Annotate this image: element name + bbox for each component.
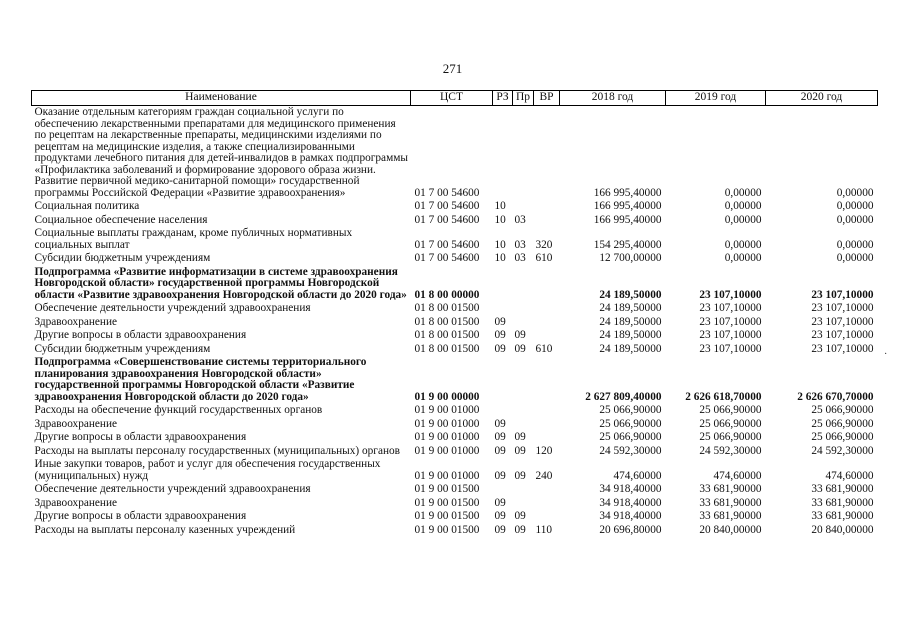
cell-2020: 0,00000 [836, 200, 874, 212]
cell-pr [513, 483, 534, 497]
cell-rz: 10 [494, 252, 506, 264]
cell-name: Социальная политика [34, 200, 140, 212]
cell-2019: 20 840,00000 [699, 523, 762, 536]
cell-2019: 25 066,90000 [699, 404, 762, 416]
cell-name: Иные закупки товаров, работ и услуг для обеспечения государственных (муниципальных) нужд [34, 458, 381, 482]
cell-vr [534, 316, 560, 330]
cell-rz: 09 [494, 444, 506, 457]
cell-2018: 25 066,90000 [599, 417, 662, 430]
cell-name: Обеспечение деятельности учреждений здравоохранения [34, 302, 311, 314]
table-row [32, 458, 878, 483]
cell-name: Другие вопросы в области здравоохранения [34, 510, 247, 522]
cell-cst: 01 9 00 01000 [414, 431, 480, 443]
cell-2018: 154 295,40000 [593, 238, 662, 251]
cell-2020: 33 681,90000 [811, 496, 874, 509]
header-cst: ЦСТ [411, 91, 493, 106]
cell-name: Расходы на выплаты персоналу государственных (муниципальных) органов [34, 444, 400, 457]
cell-2019: 0,00000 [724, 186, 762, 199]
cell-rz: 10 [494, 200, 506, 212]
cell-pr: 09 [514, 444, 526, 457]
cell-2019: 25 066,90000 [699, 417, 762, 430]
cell-vr [534, 431, 560, 445]
cell-rz: 09 [494, 523, 506, 536]
cell-cst: 01 7 00 54600 [414, 186, 480, 199]
cell-pr [513, 302, 534, 316]
cell-name: Социальные выплаты гражданам, кроме публичных нормативных социальных выплат [34, 227, 353, 251]
cell-vr [534, 418, 560, 432]
cell-2018: 166 995,40000 [593, 200, 662, 212]
cell-2018: 34 918,40000 [599, 510, 662, 522]
cell-cst: 01 7 00 54600 [414, 252, 480, 264]
cell-2019: 23 107,10000 [699, 315, 762, 328]
cell-cst: 01 7 00 54600 [414, 200, 480, 212]
header-2018: 2018 год [560, 91, 666, 106]
cell-2019: 24 592,30000 [699, 444, 762, 457]
cell-cst: 01 8 00 00000 [414, 288, 480, 301]
cell-cst: 01 9 00 01500 [414, 483, 480, 495]
cell-vr: 120 [535, 444, 553, 457]
cell-rz: 09 [494, 469, 506, 482]
cell-name: Социальное обеспечение населения [34, 213, 208, 226]
cell-rz: 10 [494, 213, 506, 226]
cell-2019: 474,60000 [713, 469, 762, 482]
table-row [32, 329, 878, 343]
cell-2020: 2 626 670,70000 [797, 390, 874, 403]
cell-pr [513, 106, 534, 201]
cell-vr: 610 [535, 342, 553, 355]
cell-rz [493, 266, 513, 303]
cell-2019: 33 681,90000 [699, 510, 762, 522]
cell-2020: 24 592,30000 [811, 444, 874, 457]
cell-2020: 23 107,10000 [811, 342, 874, 355]
cell-cst: 01 8 00 01500 [414, 302, 480, 314]
header-vr: ВР [534, 91, 560, 106]
cell-rz: 09 [494, 496, 506, 509]
cell-2018: 20 696,80000 [599, 523, 662, 536]
cell-pr: 09 [514, 510, 526, 522]
cell-2020: 23 107,10000 [811, 302, 874, 314]
cell-pr [513, 497, 534, 511]
cell-vr [534, 200, 560, 214]
cell-name: Расходы на обеспечение функций государственных органов [34, 404, 323, 416]
cell-name: Оказание отдельным категориям граждан социальной услуги по обеспечению лекарственными препаратами для медицинского применения по рецептам на лекарственные препараты, медицинскими изделиями по рецептам на медицинские изделия, а также специализированными продуктами лечебного питания для детей-инвалидов в рамках подпрограммы «Профилактика заболеваний и формирование здорового образа жизни. Развитие первичной медико-санитарной помощи» государственной программы Российской Федерации «Развитие здравоохранения» [34, 106, 408, 199]
cell-cst: 01 7 00 54600 [414, 238, 480, 251]
cell-pr: 03 [514, 213, 526, 226]
cell-pr: 09 [514, 431, 526, 443]
cell-2019: 25 066,90000 [699, 431, 762, 443]
cell-2019: 0,00000 [724, 200, 762, 212]
cell-2019: 33 681,90000 [699, 496, 762, 509]
table-row [32, 227, 878, 252]
cell-vr: 110 [535, 523, 553, 536]
cell-name: Субсидии бюджетным учреждениям [34, 252, 211, 264]
cell-name: Другие вопросы в области здравоохранения [34, 329, 247, 341]
cell-vr [534, 510, 560, 524]
cell-rz: 09 [494, 315, 506, 328]
cell-2020: 23 107,10000 [811, 329, 874, 341]
cell-pr: 03 [514, 238, 526, 251]
table-row [32, 214, 878, 228]
cell-2020: 0,00000 [836, 252, 874, 264]
cell-2019: 23 107,10000 [699, 329, 762, 341]
cell-2020: 20 840,00000 [811, 523, 874, 536]
header-pr: Пр [513, 91, 534, 106]
table-row [32, 343, 878, 357]
cell-rz [493, 404, 513, 418]
cell-name: Здравоохранение [34, 496, 118, 509]
cell-cst: 01 9 00 01000 [414, 469, 480, 482]
cell-vr [534, 483, 560, 497]
header-rz: РЗ [493, 91, 513, 106]
table-row [32, 404, 878, 418]
cell-name: Расходы на выплаты персоналу казенных учреждений [34, 523, 296, 536]
cell-cst: 01 9 00 00000 [414, 390, 480, 403]
cell-2018: 474,60000 [613, 469, 662, 482]
cell-2020: 0,00000 [836, 238, 874, 251]
cell-cst: 01 8 00 01500 [414, 342, 480, 355]
cell-2018: 34 918,40000 [599, 496, 662, 509]
cell-2018: 24 189,50000 [599, 288, 662, 301]
table-row [32, 200, 878, 214]
cell-pr [513, 316, 534, 330]
cell-2020: 25 066,90000 [811, 431, 874, 443]
cell-vr [534, 214, 560, 228]
margin-dot: · [884, 349, 888, 360]
page-number: 271 [442, 61, 463, 76]
table-row [32, 302, 878, 316]
cell-vr [534, 106, 560, 201]
cell-2019: 0,00000 [724, 238, 762, 251]
cell-cst: 01 9 00 01500 [414, 496, 480, 509]
cell-vr: 610 [535, 252, 553, 264]
header-2020: 2020 год [766, 91, 878, 106]
cell-cst: 01 9 00 01500 [414, 510, 480, 522]
cell-2018: 24 189,50000 [599, 315, 662, 328]
cell-2019: 0,00000 [724, 213, 762, 226]
cell-2018: 25 066,90000 [599, 404, 662, 416]
cell-rz [493, 106, 513, 201]
cell-2018: 12 700,00000 [599, 252, 662, 264]
cell-rz [493, 483, 513, 497]
cell-name: Здравоохранение [34, 417, 118, 430]
cell-cst: 01 9 00 01500 [414, 523, 480, 536]
cell-2020: 25 066,90000 [811, 417, 874, 430]
cell-2020: 0,00000 [836, 186, 874, 199]
cell-vr [534, 266, 560, 303]
cell-2020: 23 107,10000 [811, 288, 874, 301]
table-row [32, 252, 878, 266]
cell-2019: 2 626 618,70000 [685, 390, 762, 403]
cell-name: Подпрограмма «Развитие информатизации в системе здравоохранения Новгородской области» государственной программы Новгородской области «Развитие здравоохранения Новгородской области до 2020 года» [34, 265, 407, 301]
cell-pr: 09 [514, 342, 526, 355]
cell-name: Субсидии бюджетным учреждениям [34, 342, 211, 355]
cell-cst: 01 9 00 01000 [414, 444, 480, 457]
table-row [32, 510, 878, 524]
cell-vr [534, 356, 560, 404]
cell-2020: 33 681,90000 [811, 483, 874, 495]
table-row [32, 524, 878, 538]
cell-pr: 03 [514, 252, 526, 264]
table-row [32, 316, 878, 330]
cell-2020: 474,60000 [825, 469, 874, 482]
cell-name: Другие вопросы в области здравоохранения [34, 431, 247, 443]
table-row [32, 106, 878, 201]
cell-2018: 24 189,50000 [599, 302, 662, 314]
cell-2018: 34 918,40000 [599, 483, 662, 495]
cell-rz [493, 356, 513, 404]
cell-cst: 01 8 00 01500 [414, 329, 480, 341]
cell-cst: 01 8 00 01500 [414, 315, 480, 328]
cell-pr [513, 404, 534, 418]
cell-cst: 01 7 00 54600 [414, 213, 480, 226]
table-header-row [32, 91, 878, 106]
cell-2018: 24 189,50000 [599, 342, 662, 355]
cell-name: Здравоохранение [34, 315, 118, 328]
cell-vr [534, 497, 560, 511]
cell-rz: 09 [494, 510, 506, 522]
cell-2020: 25 066,90000 [811, 404, 874, 416]
cell-2018: 25 066,90000 [599, 431, 662, 443]
header-2019: 2019 год [666, 91, 766, 106]
cell-2018: 2 627 809,40000 [585, 390, 662, 403]
table-row [32, 497, 878, 511]
cell-rz: 09 [494, 431, 506, 443]
cell-2019: 23 107,10000 [699, 288, 762, 301]
budget-table [31, 90, 878, 537]
cell-vr [534, 404, 560, 418]
table-row [32, 483, 878, 497]
cell-pr [513, 266, 534, 303]
cell-rz: 09 [494, 417, 506, 430]
cell-2018: 24 592,30000 [599, 444, 662, 457]
table-row [32, 445, 878, 459]
table-row [32, 418, 878, 432]
cell-pr [513, 356, 534, 404]
cell-vr [534, 329, 560, 343]
cell-name: Обеспечение деятельности учреждений здравоохранения [34, 483, 311, 495]
cell-pr: 09 [514, 469, 526, 482]
cell-rz: 09 [494, 342, 506, 355]
table-row [32, 431, 878, 445]
cell-2019: 23 107,10000 [699, 342, 762, 355]
header-name: Наименование [32, 91, 411, 106]
cell-pr [513, 200, 534, 214]
table-row [32, 266, 878, 303]
cell-2019: 33 681,90000 [699, 483, 762, 495]
cell-cst: 01 9 00 01000 [414, 404, 480, 416]
cell-2018: 24 189,50000 [599, 329, 662, 341]
cell-vr [534, 302, 560, 316]
cell-2020: 33 681,90000 [811, 510, 874, 522]
cell-2020: 0,00000 [836, 213, 874, 226]
cell-rz: 09 [494, 329, 506, 341]
cell-2018: 166 995,40000 [593, 186, 662, 199]
cell-vr: 240 [535, 469, 553, 482]
cell-pr: 09 [514, 329, 526, 341]
cell-pr: 09 [514, 523, 526, 536]
cell-vr: 320 [535, 238, 553, 251]
cell-rz: 10 [494, 238, 506, 251]
cell-2019: 23 107,10000 [699, 302, 762, 314]
cell-name: Подпрограмма «Совершенствование системы территориального планирования здравоохранения Новгородской области» государственной программы Новгородской области «Развитие здравоохранения Новгородской области до 2020 года» [34, 356, 367, 403]
cell-rz [493, 302, 513, 316]
table-body [32, 106, 878, 538]
cell-2020: 23 107,10000 [811, 315, 874, 328]
cell-2018: 166 995,40000 [593, 213, 662, 226]
table-row [32, 356, 878, 404]
cell-cst: 01 9 00 01000 [414, 417, 480, 430]
cell-pr [513, 418, 534, 432]
cell-2019: 0,00000 [724, 252, 762, 264]
